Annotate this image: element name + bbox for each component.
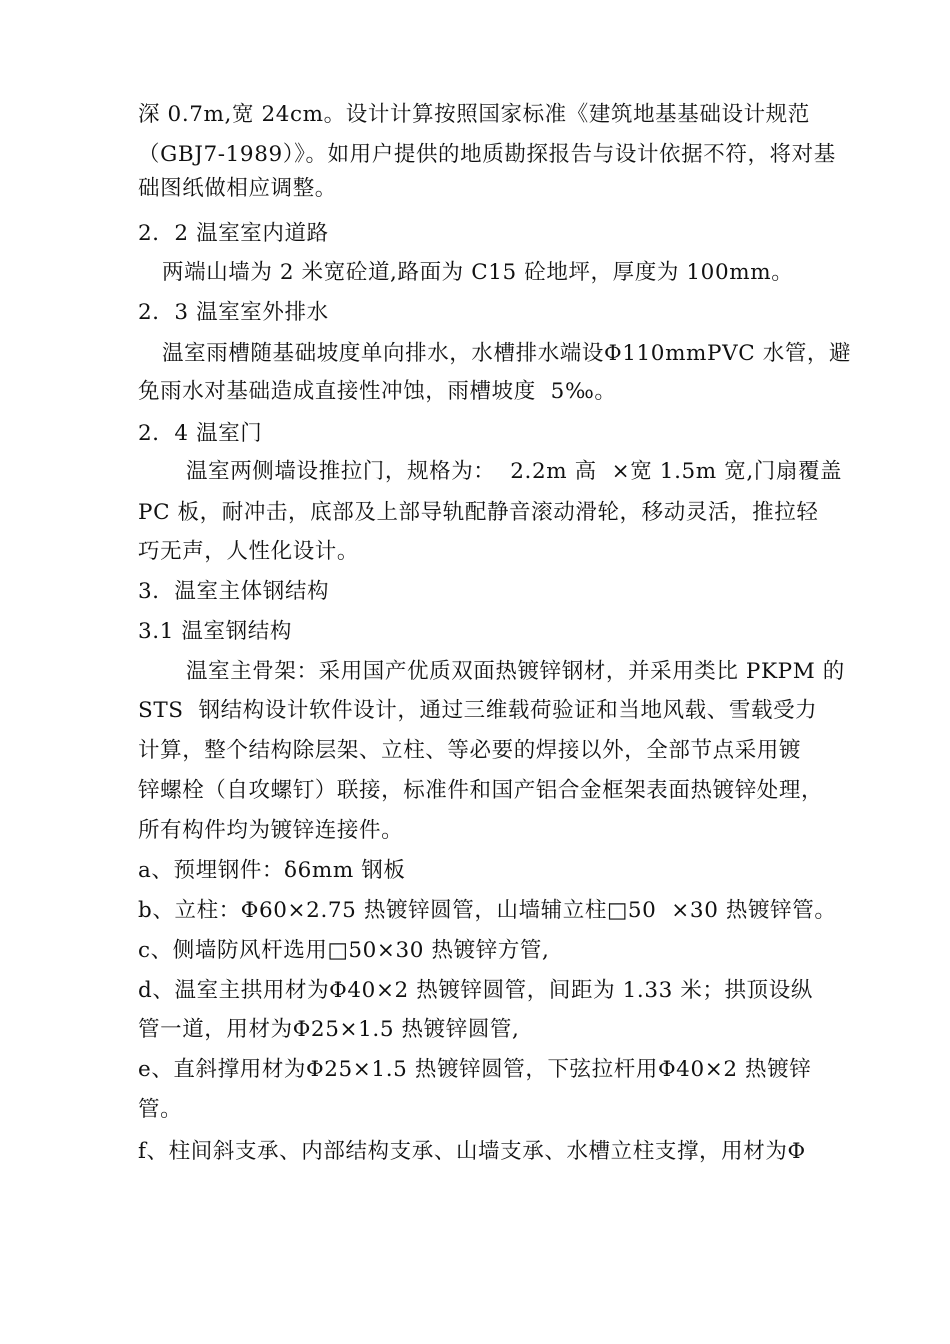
body-text-line: 深 0.7m,宽 24cm。设计计算按照国家标准《建筑地基基础设计规范: [138, 102, 810, 127]
list-item-continuation: 管一道，用材为Φ25×1.5 热镀锌圆管,: [138, 1017, 520, 1042]
body-text-line: 两端山墙为 2 米宽砼道,路面为 C15 砼地坪，厚度为 100mm。: [162, 260, 794, 285]
list-item: c、侧墙防风杆选用□50×30 热镀锌方管,: [138, 938, 550, 963]
body-text-line: PC 板，耐冲击，底部及上部导轨配静音滚动滑轮，移动灵活，推拉轻: [138, 500, 819, 525]
section-heading: 3．温室主体钢结构: [138, 579, 330, 604]
body-text-line: 温室主骨架：采用国产优质双面热镀锌钢材，并采用类比 PKPM 的: [186, 659, 845, 684]
body-text-line: 锌螺栓（自攻螺钉）联接，标准件和国产铝合金框架表面热镀锌处理，: [138, 778, 824, 803]
body-text-line: 巧无声，人性化设计。: [138, 539, 360, 564]
section-heading: 2．4 温室门: [138, 421, 263, 446]
body-text-line: （GBJ7-1989）》。如用户提供的地质勘探报告与设计依据不符，将对基: [138, 142, 836, 167]
list-item: b、立柱：Φ60×2.75 热镀锌圆管，山墙辅立柱□50 ×30 热镀锌管。: [138, 898, 837, 923]
body-text-line: 免雨水对基础造成直接性冲蚀，雨槽坡度 5‰。: [138, 379, 617, 404]
section-heading: 3.1 温室钢结构: [138, 619, 292, 644]
list-item: d、温室主拱用材为Φ40×2 热镀锌圆管，间距为 1.33 米；拱顶设纵: [138, 978, 813, 1003]
body-text-line: 计算，整个结构除层架、立柱、等必要的焊接以外，全部节点采用镀: [138, 738, 802, 763]
section-heading: 2．2 温室室内道路: [138, 221, 329, 246]
body-text-line: 所有构件均为镀锌连接件。: [138, 818, 404, 843]
list-item: f、柱间斜支承、内部结构支承、山墙支承、水槽立柱支撑，用材为Φ: [138, 1139, 806, 1164]
list-item: e、直斜撑用材为Φ25×1.5 热镀锌圆管，下弦拉杆用Φ40×2 热镀锌: [138, 1057, 812, 1082]
body-text-line: 温室两侧墙设推拉门，规格为： 2.2m 高 ×宽 1.5m 宽,门扇覆盖: [186, 459, 843, 484]
body-text-line: 础图纸做相应调整。: [138, 176, 337, 201]
list-item: a、预埋钢件：δ6mm 钢板: [138, 858, 406, 883]
list-item-continuation: 管。: [138, 1097, 183, 1122]
body-text-line: 温室雨槽随基础坡度单向排水，水槽排水端设Φ110mmPVC 水管，避: [162, 341, 852, 366]
section-heading: 2．3 温室室外排水: [138, 300, 329, 325]
body-text-line: STS 钢结构设计软件设计，通过三维载荷验证和当地风载、雪载受力: [138, 698, 818, 723]
